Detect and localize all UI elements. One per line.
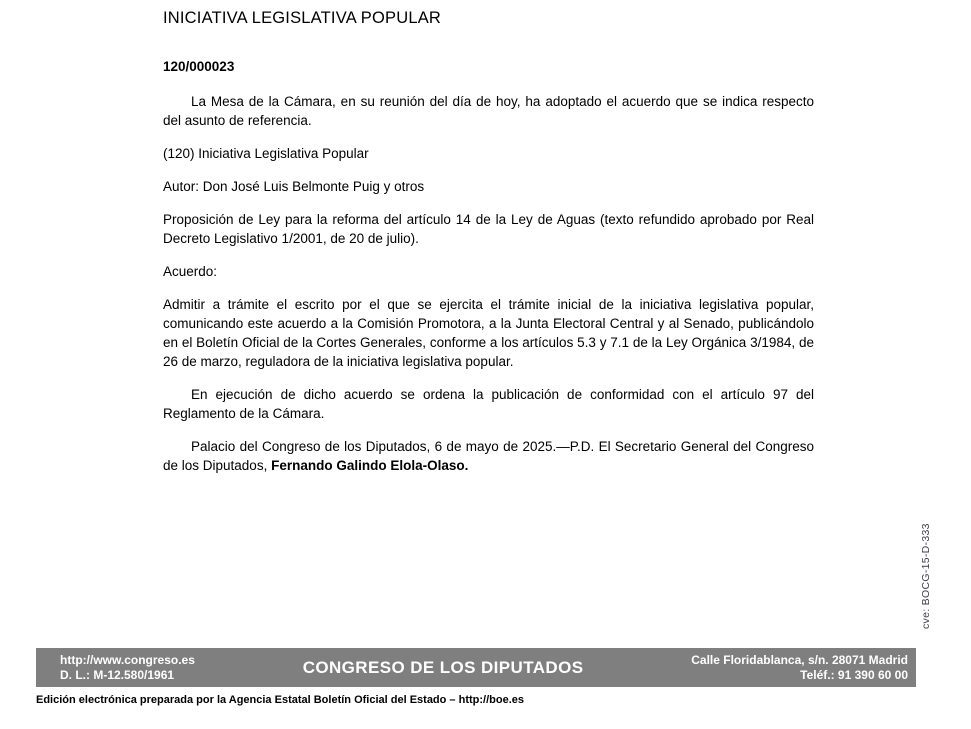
footer-institution-name: CONGRESO DE LOS DIPUTADOS: [302, 657, 584, 677]
paragraph-ejecucion: En ejecución de dicho acuerdo se ordena la publicación de conformidad con el artículo 97 del Reglamento de la Cámara.: [163, 387, 814, 421]
document-title: INICIATIVA LEGISLATIVA POPULAR: [163, 9, 442, 27]
paragraph-mesa: La Mesa de la Cámara, en su reunión del día de hoy, ha adoptado el acuerdo que se indica respecto del asunto de referencia.: [163, 94, 814, 128]
paragraph-proposicion: Proposición de Ley para la reforma del artículo 14 de la Ley de Aguas (texto refundido aprobado por Real Decreto Legislativo 1/2001, de 20 de julio).: [163, 212, 814, 246]
address: Calle Floridablanca, s/n. 28071 Madrid: [691, 653, 908, 667]
signatory-name: Fernando Galindo Elola-Olaso.: [271, 458, 469, 473]
paragraph-acuerdo-label: Acuerdo:: [163, 264, 218, 279]
footer-bar: [36, 648, 916, 687]
phone: Teléf.: 91 390 60 00: [800, 667, 908, 682]
signature-text: Palacio del Congreso de los Diputados, 6 de mayo de 2025.—P.D. El Secretario General del Congreso de los Diputados,: [163, 439, 814, 473]
reference-number: 120/000023: [163, 59, 235, 74]
paragraph-admitir: Admitir a trámite el escrito por el que se ejercita el trámite inicial de la iniciativa legislativa popular, comunicando este acuerdo a la Comisión Promotora, a la Junta Electoral Central y al Senado, publicándolo en el Boletín Oficial de la Cortes Generales, conforme a los artículos 5.3 y 7.1 de la Ley Orgánica 3/1984, de 26 de marzo, reguladora de la iniciativa legislativa popular.: [163, 297, 814, 369]
document-body: [163, 9, 814, 489]
paragraph-author: Autor: Don José Luis Belmonte Puig y otros: [163, 179, 425, 194]
paragraph-type: (120) Iniciativa Legislativa Popular: [163, 146, 369, 161]
footer-right-block: [691, 653, 916, 682]
congreso-url: http://www.congreso.es: [60, 653, 195, 667]
paragraph-signature: [163, 437, 814, 475]
footer-left-block: [36, 653, 195, 682]
deposito-legal: D. L.: M-12.580/1961: [60, 667, 175, 682]
electronic-edition-note: Edición electrónica preparada por la Agencia Estatal Boletín Oficial del Estado – http://boe.es: [36, 694, 524, 706]
cve-code: cve: BOCG-15-D-333: [920, 523, 932, 629]
